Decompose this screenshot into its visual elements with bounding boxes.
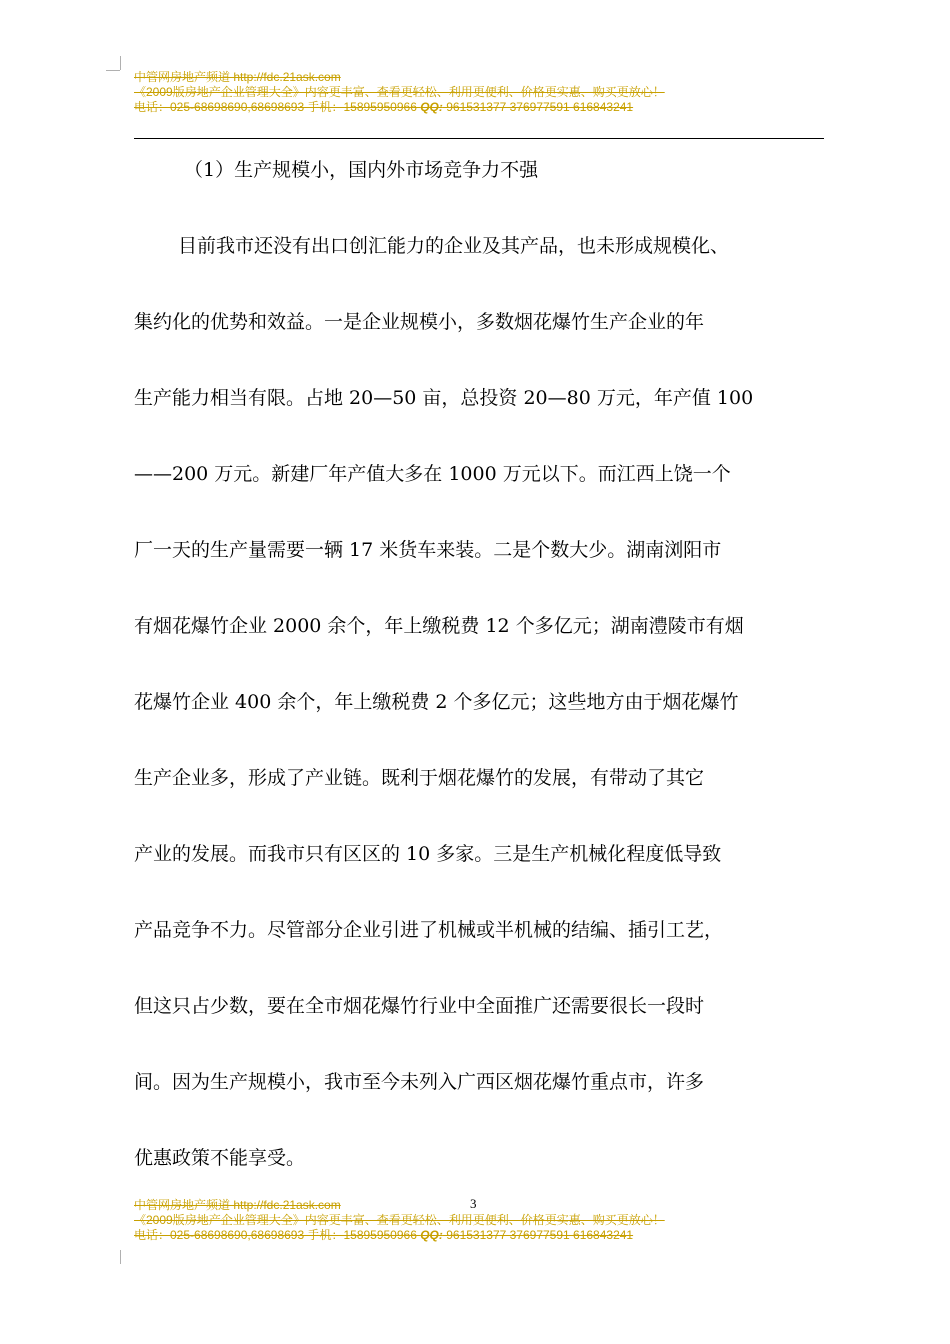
footer-promo-text[interactable]: 《2009版房地产企业管理大全》内容更丰富、查看更轻松、利用更便利、价格更实惠、购买更放心！ [134,1213,665,1227]
page-header [134,70,834,115]
header-contact-line [134,100,834,115]
footer-qq-numbers: 961531377 376977591 616843241 [442,1228,634,1242]
paragraph-line: 生产能力相当有限。占地 20—50 亩，总投资 20—80 万元，年产值 100 [134,387,754,409]
paragraph-line: 厂一天的生产量需要一辆 17 米货车来装。二是个数大少。湖南浏阳市 [134,539,722,561]
paragraph-line: 间。因为生产规模小，我市至今未列入广西区烟花爆竹重点市，许多 [134,1071,705,1093]
crop-mark-top-left-h [106,70,120,71]
page-footer [134,1198,834,1243]
paragraph-line: 产品竞争不力。尽管部分企业引进了机械或半机械的结编、插引工艺， [134,919,724,941]
paragraph-line: 生产企业多，形成了产业链。既利于烟花爆竹的发展，有带动了其它 [134,767,705,789]
header-site-link[interactable]: 中管网房地产频道 http://fdc.21ask.com [134,70,341,84]
header-promo-text[interactable]: 《2009版房地产企业管理大全》内容更丰富、查看更轻松、利用更便利、价格更实惠、购买更放心！ [134,85,665,99]
paragraph-line: ——200 万元。新建厂年产值大多在 1000 万元以下。而江西上饶一个 [134,463,731,485]
body-paragraph [134,208,834,1196]
paragraph-line: 目前我市还没有出口创汇能力的企业及其产品，也未形成规模化、 [178,235,730,257]
paragraph-line: 花爆竹企业 400 余个，年上缴税费 2 个多亿元；这些地方由于烟花爆竹 [134,691,739,713]
footer-site-link[interactable]: 中管网房地产频道 http://fdc.21ask.com [134,1198,341,1212]
header-qq-label: QQ: [420,100,443,114]
paragraph-line: 产业的发展。而我市只有区区的 10 多家。三是生产机械化程度低导致 [134,843,722,865]
header-contact-prefix: 电话：025-68698690,68698693 手机：15895950966 [134,100,421,114]
document-body [134,150,834,1196]
header-divider [134,138,824,139]
footer-contact-line [134,1228,834,1243]
header-qq-numbers: 961531377 376977591 616843241 [442,100,634,114]
crop-mark-top-left [120,56,121,70]
paragraph-line: 优惠政策不能享受。 [134,1147,306,1169]
section-subheading: （1）生产规模小，国内外市场竞争力不强 [184,159,539,181]
page-number: 3 [470,1196,477,1211]
crop-mark-bottom-left [120,1250,121,1264]
paragraph-line: 有烟花爆竹企业 2000 余个，年上缴税费 12 个多亿元；湖南澧陵市有烟 [134,615,744,637]
paragraph-line: 集约化的优势和效益。一是企业规模小，多数烟花爆竹生产企业的年 [134,311,705,333]
footer-contact-prefix: 电话：025-68698690,68698693 手机：15895950966 [134,1228,421,1242]
footer-qq-label: QQ: [420,1228,443,1242]
paragraph-line: 但这只占少数，要在全市烟花爆竹行业中全面推广还需要很长一段时 [134,995,705,1017]
